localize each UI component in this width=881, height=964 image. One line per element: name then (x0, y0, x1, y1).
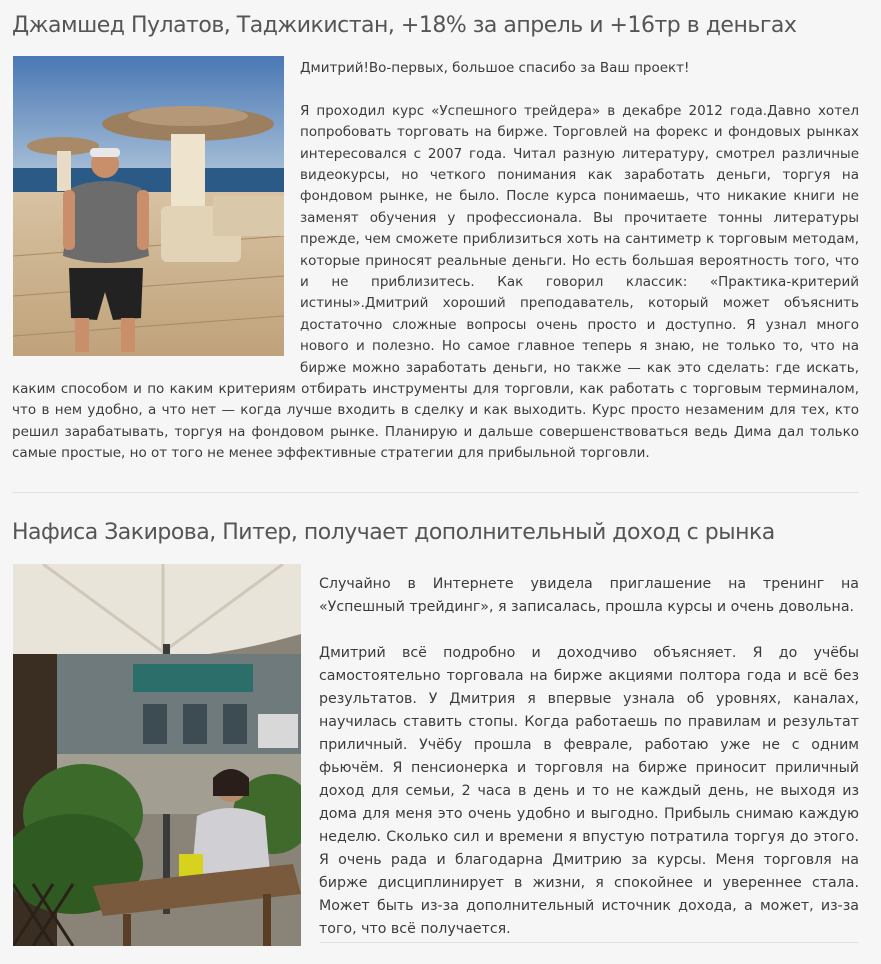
testimonial-paragraph: Случайно в Интернете увидела приглашение на тренинг на «Успешный трейдинг», я записалась, прошла курсы и очень довольна. (319, 576, 859, 615)
section-divider (12, 492, 859, 493)
testimonial-text (12, 573, 859, 953)
testimonial-paragraph: Дмитрий!Во-первых, большое спасибо за Ваш проект! (300, 60, 690, 76)
testimonial-title: Джамшед Пулатов, Таджикистан, +18% за апрель и +16тр в деньгах (12, 13, 797, 38)
section-divider (320, 942, 859, 943)
testimonial-text (12, 58, 859, 465)
testimonial-paragraph: Я проходил курс «Успешного трейдера» в декабре 2012 года.Давно хотел попробовать торговать на бирже. Торговлей на форекс и фондовых рынках интересовался с 2007 года. Читал разную литературу, смотрел различные видеокурсы, но четкого понимания как заработать деньги, торгуя на фондовом рынке, не было. После курса понимаешь, что никакие книги не заменят обучения у профессионала. Вы прочитаете тонны литературы прежде, чем сможете приблизиться хоть на сантиметр к торговым методам, которые приносят реальные деньги. Но есть большая вероятность того, что и не приблизитесь. Как говорил классик: «Практика-критерий истины».Дмитрий хороший преподаватель, который может объяснить достаточно сложные вопросы очень просто и доступно. Я узнал много нового и полезно. Но самое главное теперь я знаю, не только то, что на бирже можно заработать деньги, но также — как это сделать: где искать, каким способом и по каким критериям отбирать инструменты для торговли, как работать с торговым терминалом, что в нем удобно, а что нет — когда лучше входить в сделку и как выходить. Курс просто незаменим для тех, кто решил зарабатывать, торгуя на фондовом рынке. Планирую и дальше совершенствоваться ведь Дима дал только самые простые, но от того не менее эффективные стратегии для прибыльной торговли. (12, 102, 859, 462)
testimonial-paragraph: Дмитрий всё подробно и доходчиво объясняет. Я до учёбы самостоятельно торговала на бирже акциями полтора года и всё без результатов. У Дмитрия я впервые узнала об уровнях, каналах, научилась ставить стопы. Когда работаешь по правилам и результат приличный. Учёбу прошла в феврале, работаю уже не с одним фьючём. Я пенсионерка и торговля на бирже приносит приличный доход для семьи, 2 часа в день и то не каждый день, не выходя из дома для меня это очень удобно и выгодно. Прибыль снимаю каждую неделю. Сколько сил и времени я впустую потратила торгуя до этого. Я очень рада и благодарна Дмитрию за курсы. Меня торговля на бирже дисциплинирует в жизни, я спокойнее и увереннее стала. Может быть из-за дополнительный источник дохода, а может, из-за того, что всё получается. (319, 645, 859, 937)
testimonial-title: Нафиса Закирова, Питер, получает дополнительный доход с рынка (12, 520, 775, 545)
